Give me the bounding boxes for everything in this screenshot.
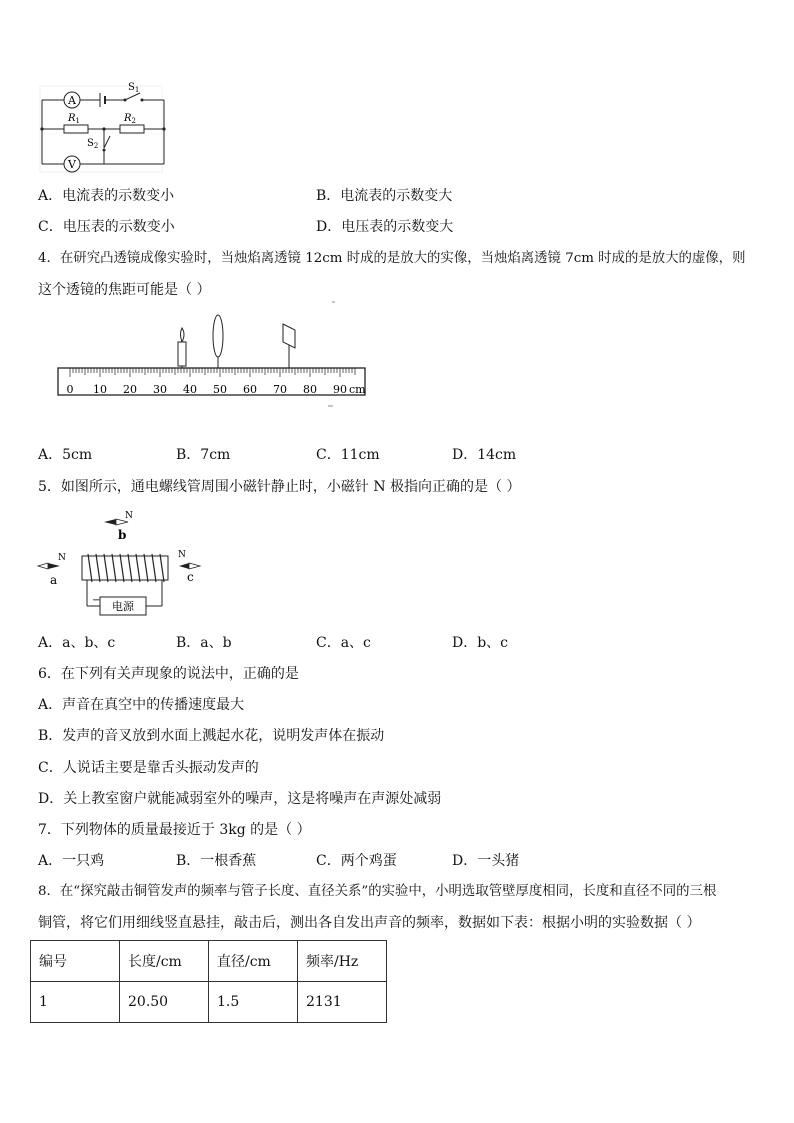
optical-bench-figure [55, 300, 375, 410]
table-header-cell: 长度/cm [120, 941, 209, 982]
ruler-tick-label: 10 [93, 383, 107, 396]
q6-stem: 6．在下列有关声现象的说法中，正确的是 [38, 666, 299, 682]
resistor-r2 [120, 125, 144, 133]
table-header-cell: 编号 [31, 941, 120, 982]
ruler-tick-label: 50 [213, 383, 227, 396]
ruler-tick-label: 90 [333, 383, 347, 396]
table-header-row [31, 941, 387, 982]
convex-lens-icon [213, 315, 223, 370]
table-cell: 2131 [298, 982, 387, 1023]
resistor-r1-label: $R_1$ [68, 113, 80, 125]
q8-stem-line1: 8．在“探究敲击铜管发声的频率与管子长度、直径关系”的实验中，小明选取管壁厚度相同，长度和直径不同的三根 [38, 884, 717, 899]
label-c: c [187, 570, 194, 584]
q3-option-a: A．电流表的示数变小 [38, 188, 175, 204]
q6-option-c: C．人说话主要是靠舌头振动发声的 [38, 760, 259, 776]
label-b: b [118, 528, 127, 542]
voltmeter-label: V [68, 158, 76, 171]
compass-needle-a [38, 553, 66, 587]
q4-option-d: D．14cm [452, 447, 517, 463]
q4-stem-line2: 这个透镜的焦距可能是（ ） [38, 282, 211, 298]
table-header-cell: 直径/cm [209, 941, 298, 982]
ruler-tick-label: 40 [183, 383, 197, 396]
q5-option-a: A．a、b、c [38, 635, 116, 651]
q7-option-c: C．两个鸡蛋 [316, 853, 397, 869]
ammeter-label: A [68, 94, 76, 107]
power-supply-label: 电源 [112, 600, 134, 613]
solenoid-coil [82, 554, 168, 582]
q8-stem-line2: 铜管，将它们用细线竖直悬挂，敲击后，测出各自发出声音的频率，数据如下表：根据小明的实验数据（ ） [38, 915, 701, 931]
q3-option-d: D．电压表的示数变大 [316, 219, 454, 235]
switch-s2-label: $S_2$ [87, 138, 99, 150]
q6-option-b: B．发声的音叉放到水面上溅起水花，说明发声体在振动 [38, 728, 385, 744]
table-row [31, 982, 387, 1023]
q5-option-c: C．a、c [316, 635, 371, 651]
svg-text:N: N [178, 550, 186, 560]
ruler-tick-label: 0 [66, 383, 74, 396]
minus-terminal: − [92, 595, 101, 606]
solenoid-figure [36, 508, 216, 618]
ruler-tick-label: 70 [273, 383, 287, 396]
resistor-r2-label: $R_2$ [124, 113, 136, 125]
circuit-diagram [30, 78, 170, 178]
ruler-unit-label: cm [349, 383, 366, 396]
compass-needle-b [104, 511, 133, 542]
compass-needle-c [178, 550, 200, 584]
q6-option-d: D．关上教室窗户就能减弱室外的噪声，这是将噪声在声源处减弱 [38, 791, 442, 807]
ruler-tick-label: 80 [303, 383, 317, 396]
svg-text:N: N [58, 553, 66, 563]
q7-option-b: B．一根香蕉 [176, 853, 257, 869]
q5-stem: 5．如图所示，通电螺线管周围小磁针静止时，小磁针 N 极指向正确的是（ ） [38, 479, 521, 495]
resistor-r1 [64, 125, 88, 133]
switch-s2-blade [104, 136, 110, 148]
switch-s1-blade [125, 93, 140, 100]
table-cell: 20.50 [120, 982, 209, 1023]
q6-option-a: A．声音在真空中的传播速度最大 [38, 697, 245, 713]
q7-option-a: A．一只鸡 [38, 853, 105, 869]
q3-option-c: C．电压表的示数变小 [38, 219, 175, 235]
table-cell: 1.5 [209, 982, 298, 1023]
q7-stem: 7．下列物体的质量最接近于 3kg 的是（ ） [38, 822, 311, 838]
ruler-tick-label: 20 [123, 383, 137, 396]
ruler-tick-label: 30 [153, 383, 167, 396]
label-a: a [50, 573, 58, 587]
q8-data-table [30, 940, 387, 1023]
q7-option-d: D．一头猪 [452, 853, 520, 869]
svg-text:N: N [125, 511, 133, 521]
q4-option-a: A．5cm [38, 447, 93, 463]
q5-option-d: D．b、c [452, 635, 509, 651]
q4-option-b: B．7cm [176, 447, 231, 463]
screen-icon [283, 324, 295, 370]
table-header-cell: 频率/Hz [298, 941, 387, 982]
table-cell: 1 [31, 982, 120, 1023]
q4-option-c: C．11cm [316, 447, 380, 463]
q4-stem-line1: 4．在研究凸透镜成像实验时，当烛焰离透镜 12cm 时成的是放大的实像，当烛焰离透镜 7cm 时成的是放大的虚像，则 [38, 251, 746, 266]
q3-option-b: B．电流表的示数变大 [316, 188, 453, 204]
q5-option-b: B．a、b [176, 635, 232, 651]
candle-icon [178, 328, 186, 370]
switch-s1-label: $S_1$ [128, 82, 140, 94]
ruler-tick-label: 60 [243, 383, 257, 396]
